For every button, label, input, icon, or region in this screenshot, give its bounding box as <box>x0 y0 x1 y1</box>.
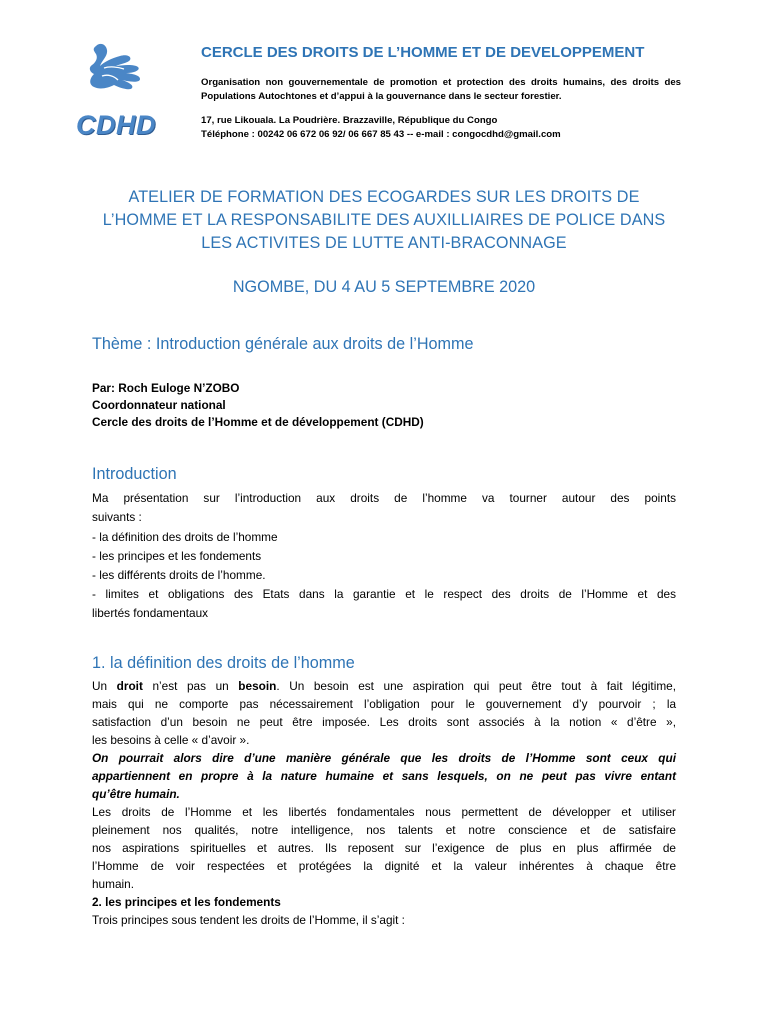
section-1-heading: 1. la définition des droits de l’homme <box>92 654 355 672</box>
paragraph-line: Trois principes sous tendent les droits de l’Homme, il s’agit : <box>92 913 405 927</box>
organization-phone-email: Téléphone : 00242 06 672 06 92/ 06 667 85 43 -- e-mail : congocdhd@gmail.com <box>201 129 561 140</box>
author-name: Par: Roch Euloge N’ZOBO <box>92 381 240 395</box>
author-organization: Cercle des droits de l’Homme et de développement (CDHD) <box>92 415 424 429</box>
bold-word-droit: droit <box>116 679 143 693</box>
paragraph-line: l’Homme de voir respectées et protégées la dignité et la valeur inhérentes à chaque être <box>92 859 676 873</box>
introduction-heading: Introduction <box>92 465 177 483</box>
list-item: - les principes et les fondements <box>92 549 262 563</box>
organization-contact-block <box>201 114 561 142</box>
dove-hand-icon <box>74 38 154 98</box>
paragraph-line: les besoins à celle « d’avoir ». <box>92 733 250 747</box>
paragraph-line: humain. <box>92 877 134 891</box>
emphasis-line: appartiennent en propre à la nature humaine et sans lesquels, on ne peut pas vivre entant <box>92 769 676 783</box>
event-place-date: NGOMBE, DU 4 AU 5 SEPTEMBRE 2020 <box>232 278 536 296</box>
organization-description: Organisation non gouvernementale de promotion et protection des droits humains, des droits des Populations Autochtones et d’appui à la gouvernance dans le secteur forestier. <box>201 77 681 102</box>
section-1-body <box>92 677 676 929</box>
event-title-line: ATELIER DE FORMATION DES ECOGARDES SUR LES DROITS DE <box>128 188 640 206</box>
paragraph-line: Un droit n’est pas un besoin. Un besoin est une aspiration qui peut être tout à fait légitime, <box>92 679 676 693</box>
emphasis-line: qu’être humain. <box>92 787 180 801</box>
cdhd-logo <box>74 38 184 148</box>
paragraph-line: Les droits de l’Homme et les libertés fondamentales nous permettent de développer et utiliser <box>92 805 676 819</box>
list-item: - limites et obligations des Etats dans la garantie et le respect des droits de l’Homme et des <box>92 587 676 601</box>
logo-wordmark: CDHD <box>76 110 156 140</box>
list-item: - la définition des droits de l’homme <box>92 530 278 544</box>
theme-heading: Thème : Introduction générale aux droits de l’Homme <box>92 335 474 353</box>
author-role: Coordonnateur national <box>92 398 226 412</box>
introduction-body <box>92 489 676 623</box>
organization-name: CERCLE DES DROITS DE L’HOMME ET DE DEVELOPPEMENT <box>201 44 645 61</box>
paragraph-line: mais qui ne comporte pas nécessairement l’obligation pour le gouvernement d’y pourvoir ; la <box>92 697 676 711</box>
author-block <box>92 380 424 431</box>
paragraph-line: suivants : <box>92 510 142 524</box>
list-item-continuation: libertés fondamentaux <box>92 606 209 620</box>
paragraph-line: Ma présentation sur l’introduction aux droits de l’homme va tourner autour des points <box>92 491 676 505</box>
paragraph-line: pleinement nos qualités, notre intelligence, nos talents et notre conscience et de satisfaire <box>92 823 676 837</box>
event-title-line: L’HOMME ET LA RESPONSABILITE DES AUXILLIAIRES DE POLICE DANS <box>102 211 666 229</box>
organization-address: 17, rue Likouala. La Poudrière. Brazzaville, République du Congo <box>201 115 498 126</box>
list-item: - les différents droits de l’homme. <box>92 568 266 582</box>
emphasis-line: On pourrait alors dire d’une manière générale que les droits de l’Homme sont ceux qui <box>92 751 676 765</box>
section-2-heading: 2. les principes et les fondements <box>92 895 281 909</box>
paragraph-line: nos aspirations spirituelles et autres. Ils reposent sur l’exigence de plus en plus affirmée de <box>92 841 676 855</box>
paragraph-line: satisfaction d’un besoin ne peut être imposée. Les droits sont associés à la notion « d’être », <box>92 715 676 729</box>
event-title <box>60 186 708 255</box>
bold-word-besoin: besoin <box>238 679 277 693</box>
event-title-line: LES ACTIVITES DE LUTTE ANTI-BRACONNAGE <box>201 234 567 252</box>
